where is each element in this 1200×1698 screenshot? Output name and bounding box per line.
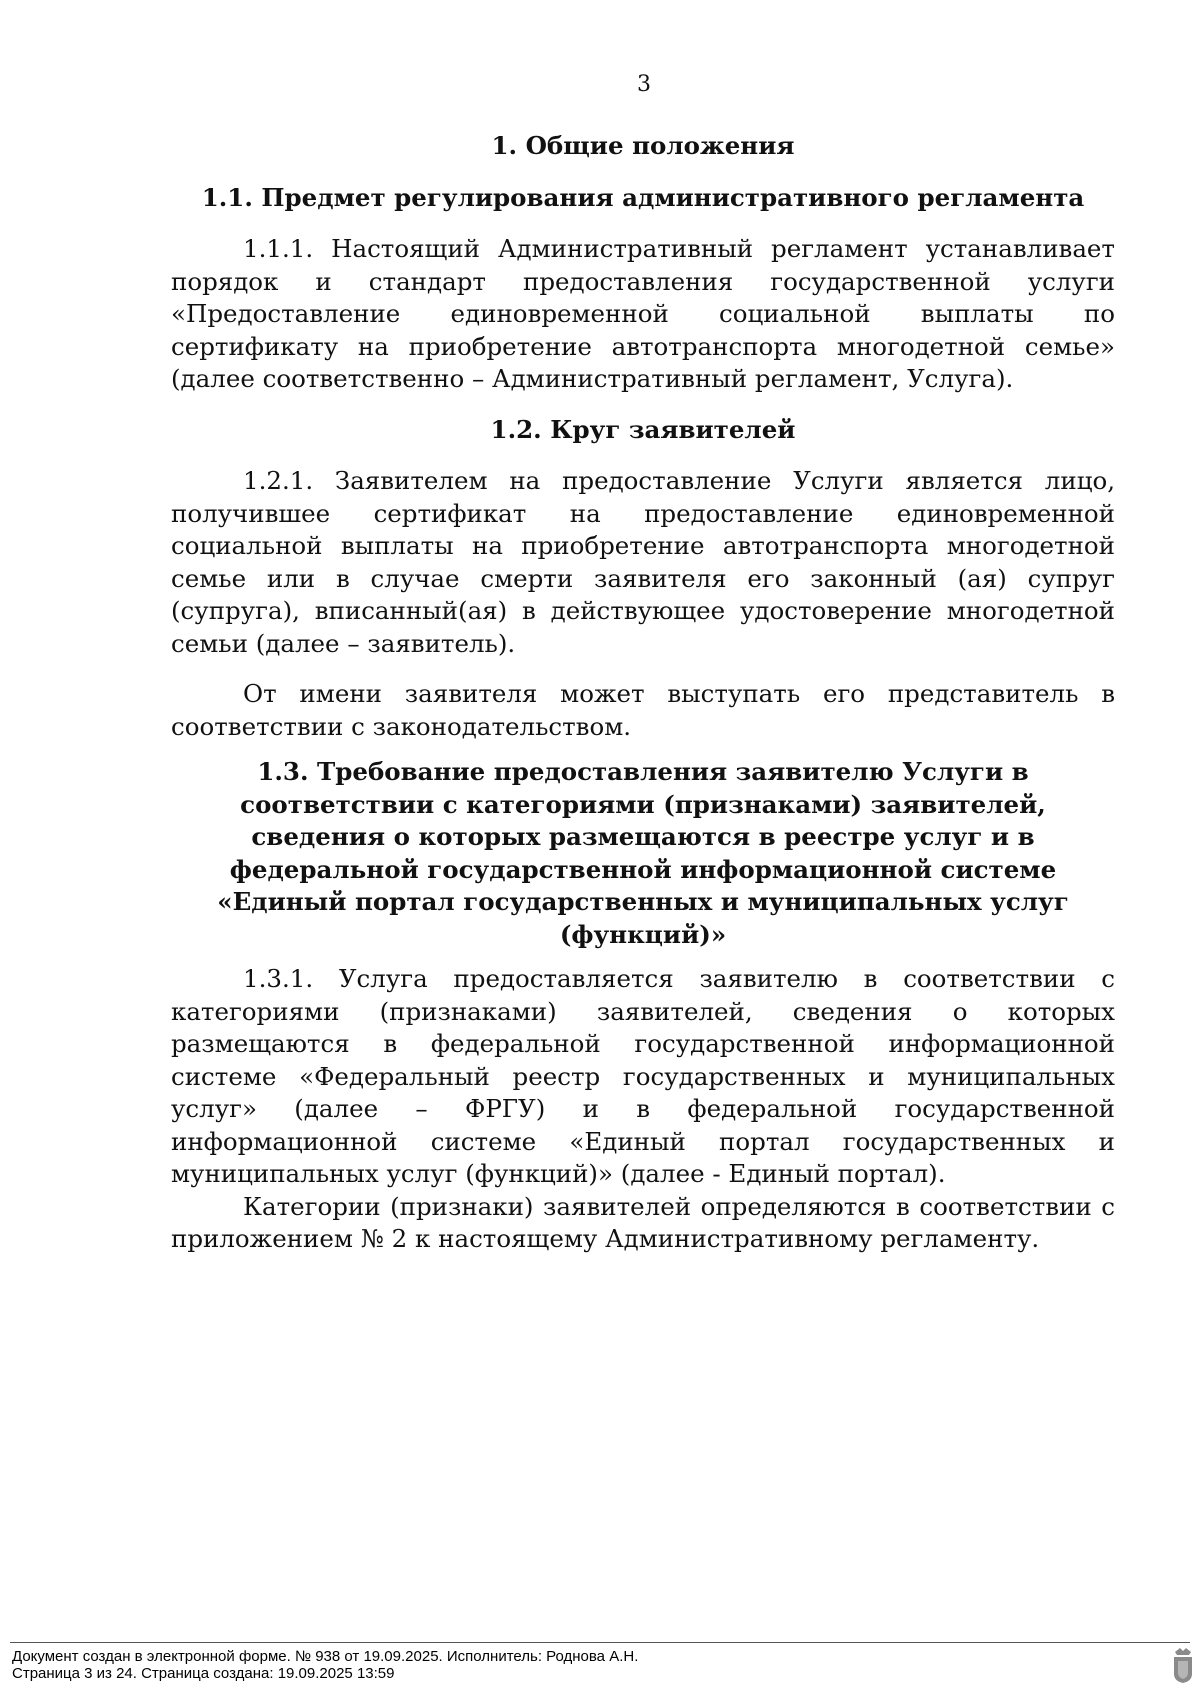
coat-of-arms-icon bbox=[1172, 1646, 1194, 1684]
paragraph-1-2-1: 1.2.1. Заявителем на предоставление Услуги является лицо, получившее сертификат на предоставление единовременной социальной выплаты на приобретение автотранспорта многодетной семье или в случае смерти заявителя его законный (ая) супруг (супруга), вписанный(ая) в действующее удостоверение многодетной семьи (далее – заявитель). bbox=[171, 466, 1115, 658]
paragraph-1-1-1: 1.1.1. Настоящий Административный регламент устанавливает порядок и стандарт предоставления государственной услуги «Предоставление единовременной социальной выплаты по сертификату на приобретение автотранспорта многодетной семье» (далее соответственно – Административный регламент, Услуга). bbox=[171, 234, 1115, 393]
section-1-title: 1. Общие положения bbox=[491, 131, 795, 160]
document-body bbox=[171, 130, 1115, 1256]
paragraph-1-3-2: Категории (признаки) заявителей определяются в соответствии с приложением № 2 к настоящему Административному регламенту. bbox=[171, 1191, 1115, 1253]
section-1-1-title: 1.1. Предмет регулирования административного регламента bbox=[201, 182, 1085, 212]
paragraph-1-3-1: 1.3.1. Услуга предоставляется заявителю в соответствии с категориями (признаками) заявителей, сведения о которых размещаются в федеральной государственной информационной системе «Федеральный реестр государственных и муниципальных услуг» (далее – ФРГУ) и в федеральной государственной информационной системе «Единый портал государственных и муниципальных услуг (функций)» (далее - Единый портал). bbox=[171, 964, 1115, 1188]
section-1-3-title: 1.3. Требование предоставления заявителю Услуги в соответствии с категориями (признаками) заявителей, сведения о которых размещаются в реестре услуг и в федеральной государственной информационной системе «Единый портал государственных и муниципальных услуг (функций)» bbox=[217, 757, 1069, 949]
paragraph-1-2-2: От имени заявителя может выступать его представитель в соответствии с законодательством. bbox=[171, 679, 1115, 741]
footer-line-1: Документ создан в электронной форме. № 938 от 19.09.2025. Исполнитель: Роднова А.Н. bbox=[12, 1648, 639, 1665]
page-number: 3 bbox=[637, 72, 651, 97]
footer bbox=[12, 1648, 638, 1682]
section-1-2-title: 1.2. Круг заявителей bbox=[490, 414, 796, 444]
footer-divider bbox=[10, 1642, 1190, 1643]
footer-line-2: Страница 3 из 24. Страница создана: 19.09.2025 13:59 bbox=[12, 1665, 395, 1682]
